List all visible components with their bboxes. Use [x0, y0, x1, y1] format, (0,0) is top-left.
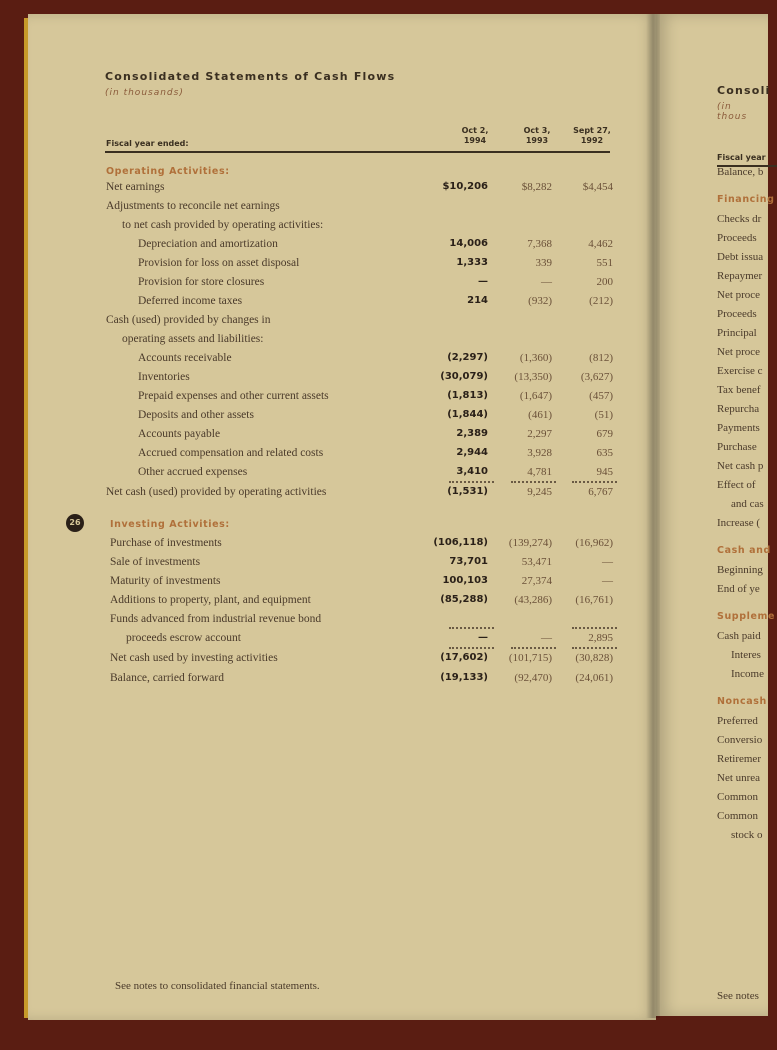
section-header-operating: Operating Activities:: [106, 166, 230, 177]
row-label: Net cash (used) provided by operating activities: [106, 486, 327, 498]
right-row-label: Repaymer: [717, 270, 763, 282]
row-value: (101,715): [508, 652, 552, 664]
right-fiscal-label: Fiscal year: [717, 153, 766, 162]
right-row-label: End of ye: [717, 583, 760, 595]
right-section-header: Cash and: [717, 545, 771, 556]
row-value: (457): [589, 390, 613, 402]
row-value: 2,389: [456, 428, 488, 439]
row-value: 27,374: [521, 575, 552, 587]
right-statement-subtitle: (in thous: [717, 102, 748, 122]
header-rule: [105, 151, 610, 153]
row-value: $10,206: [442, 181, 488, 192]
right-row-label: Debt issua: [717, 251, 764, 263]
right-row-label: Payments: [717, 422, 760, 434]
column-header-1992: [557, 126, 627, 146]
subtotal-rule: [449, 481, 494, 483]
row-label: Provision for store closures: [138, 276, 265, 288]
row-value: 339: [535, 257, 552, 269]
row-label: Purchase of investments: [110, 537, 222, 549]
row-value: (24,061): [575, 672, 613, 684]
row-value: $4,454: [582, 181, 613, 193]
right-footnote: See notes: [717, 990, 759, 1002]
row-label: Accounts receivable: [138, 352, 232, 364]
subtotal-rule: [572, 647, 617, 649]
row-value: 7,368: [527, 238, 552, 250]
row-value: (16,761): [575, 594, 613, 606]
subtotal-rule: [572, 481, 617, 483]
row-value: 100,103: [442, 575, 488, 586]
section-header-investing: Investing Activities:: [110, 519, 230, 530]
column-header-line1: Oct 3,: [523, 126, 551, 135]
row-label: Net cash used by investing activities: [110, 652, 278, 664]
row-value: 4,781: [527, 466, 552, 478]
right-row-label: Repurcha: [717, 403, 760, 415]
right-row-label: Net proce: [717, 289, 761, 301]
row-label: operating assets and liabilities:: [122, 333, 264, 345]
row-value: (30,079): [440, 371, 488, 382]
row-value: 200: [596, 276, 613, 288]
right-section-header: Suppleme: [717, 611, 776, 622]
row-value: 9,245: [527, 486, 552, 498]
row-value: $8,282: [521, 181, 552, 193]
right-row-label: Net proce: [717, 346, 761, 358]
row-value: (43,286): [514, 594, 552, 606]
right-row-label: Cash paid: [717, 630, 761, 642]
right-row-label: Proceeds: [717, 232, 757, 244]
right-row-label: Net unrea: [717, 772, 761, 784]
right-row-label: Tax benef: [717, 384, 761, 396]
subtotal-rule: [511, 647, 556, 649]
row-label: Deferred income taxes: [138, 295, 243, 307]
row-label: Other accrued expenses: [138, 466, 248, 478]
row-label: Deposits and other assets: [138, 409, 254, 421]
row-value: 4,462: [588, 238, 613, 250]
right-row-label: Common: [717, 791, 758, 803]
right-section-header: Financing: [717, 194, 775, 205]
row-value: (1,813): [447, 390, 488, 401]
row-value: (92,470): [514, 672, 552, 684]
row-value: —: [602, 575, 613, 587]
row-value: 2,297: [527, 428, 552, 440]
column-header-line2: 1994: [463, 136, 487, 145]
row-label: Funds advanced from industrial revenue bond: [110, 613, 322, 625]
row-value: 635: [596, 447, 613, 459]
right-row-label: Common: [717, 810, 758, 822]
row-value: (16,962): [575, 537, 613, 549]
row-value: —: [541, 276, 552, 288]
row-label: Accrued compensation and related costs: [138, 447, 324, 459]
right-row-label: Purchase: [717, 441, 757, 453]
row-value: (3,627): [580, 371, 613, 383]
row-value: (212): [589, 295, 613, 307]
right-row-label: Proceeds: [717, 308, 757, 320]
row-value: (51): [594, 409, 613, 421]
row-value: (19,133): [440, 672, 488, 683]
column-header-1994: [440, 126, 510, 146]
row-label: Maturity of investments: [110, 575, 221, 587]
subtotal-rule: [449, 647, 494, 649]
row-value: (85,288): [440, 594, 488, 605]
row-label: Provision for loss on asset disposal: [138, 257, 300, 269]
column-header-line1: Sept 27,: [573, 126, 611, 135]
row-label: Balance, carried forward: [110, 672, 224, 684]
right-row-label: Interes: [731, 649, 761, 661]
right-row-label: Exercise c: [717, 365, 763, 377]
subtotal-rule: [511, 481, 556, 483]
column-header-line2: 1993: [525, 136, 549, 145]
right-statement-title: Consoli: [717, 84, 771, 97]
row-value: (461): [528, 409, 552, 421]
row-value: (13,350): [514, 371, 552, 383]
row-value: (30,828): [575, 652, 613, 664]
right-row-label: Principal: [717, 327, 757, 339]
row-label: Sale of investments: [110, 556, 201, 568]
left-page: [28, 14, 656, 1020]
column-header-line2: 1992: [580, 136, 604, 145]
row-value: 53,471: [521, 556, 552, 568]
right-row-label: Beginning: [717, 564, 763, 576]
row-value: —: [541, 632, 552, 644]
right-row-label: Balance, b: [717, 166, 764, 178]
column-header-line1: Oct 2,: [461, 126, 489, 135]
right-page-content: [656, 14, 776, 1016]
right-row-label: Net cash p: [717, 460, 764, 472]
row-value: 1,333: [456, 257, 488, 268]
row-label: to net cash provided by operating activities:: [122, 219, 324, 231]
row-label: Cash (used) provided by changes in: [106, 314, 271, 326]
row-value: 14,006: [449, 238, 488, 249]
right-section-header: Noncash: [717, 696, 767, 707]
right-row-label: Effect of: [717, 479, 756, 491]
subtotal-rule: [449, 627, 494, 629]
row-value: —: [478, 632, 488, 643]
footnote: See notes to consolidated financial statements.: [115, 980, 320, 992]
row-value: (17,602): [440, 652, 488, 663]
row-value: 73,701: [449, 556, 488, 567]
row-label: Adjustments to reconcile net earnings: [106, 200, 280, 212]
row-value: 214: [467, 295, 488, 306]
fiscal-year-label: Fiscal year ended:: [106, 139, 189, 148]
row-value: (1,531): [447, 486, 488, 497]
page-number-badge: 26: [66, 514, 84, 532]
right-row-label: Preferred: [717, 715, 758, 727]
row-value: (106,118): [433, 537, 488, 548]
row-label: Depreciation and amortization: [138, 238, 278, 250]
row-value: —: [478, 276, 488, 287]
row-value: (1,844): [447, 409, 488, 420]
statement-title: Consolidated Statements of Cash Flows: [105, 70, 396, 83]
row-label: proceeds escrow account: [126, 632, 241, 644]
row-value: 3,928: [527, 447, 552, 459]
right-row-label: stock o: [731, 829, 763, 841]
statement-subtitle: (in thousands): [105, 88, 184, 98]
row-value: 551: [596, 257, 613, 269]
row-value: 945: [596, 466, 613, 478]
row-label: Additions to property, plant, and equipment: [110, 594, 311, 606]
row-label: Accounts payable: [138, 428, 221, 440]
subtotal-rule: [572, 627, 617, 629]
row-value: 679: [596, 428, 613, 440]
right-row-label: Checks dr: [717, 213, 762, 225]
row-value: (932): [528, 295, 552, 307]
right-row-label: Retiremer: [717, 753, 761, 765]
row-label: Net earnings: [106, 181, 165, 193]
right-row-label: and cas: [731, 498, 764, 510]
row-value: 6,767: [588, 486, 613, 498]
row-value: 3,410: [456, 466, 488, 477]
row-value: 2,895: [588, 632, 613, 644]
row-value: (139,274): [508, 537, 552, 549]
row-value: (2,297): [447, 352, 488, 363]
row-label: Inventories: [138, 371, 190, 383]
row-value: (812): [589, 352, 613, 364]
row-value: 2,944: [456, 447, 488, 458]
right-row-label: Conversio: [717, 734, 763, 746]
row-value: (1,360): [519, 352, 552, 364]
row-value: —: [602, 556, 613, 568]
row-label: Prepaid expenses and other current assets: [138, 390, 329, 402]
row-value: (1,647): [519, 390, 552, 402]
right-row-label: Increase (: [717, 517, 761, 529]
right-row-label: Income: [731, 668, 764, 680]
